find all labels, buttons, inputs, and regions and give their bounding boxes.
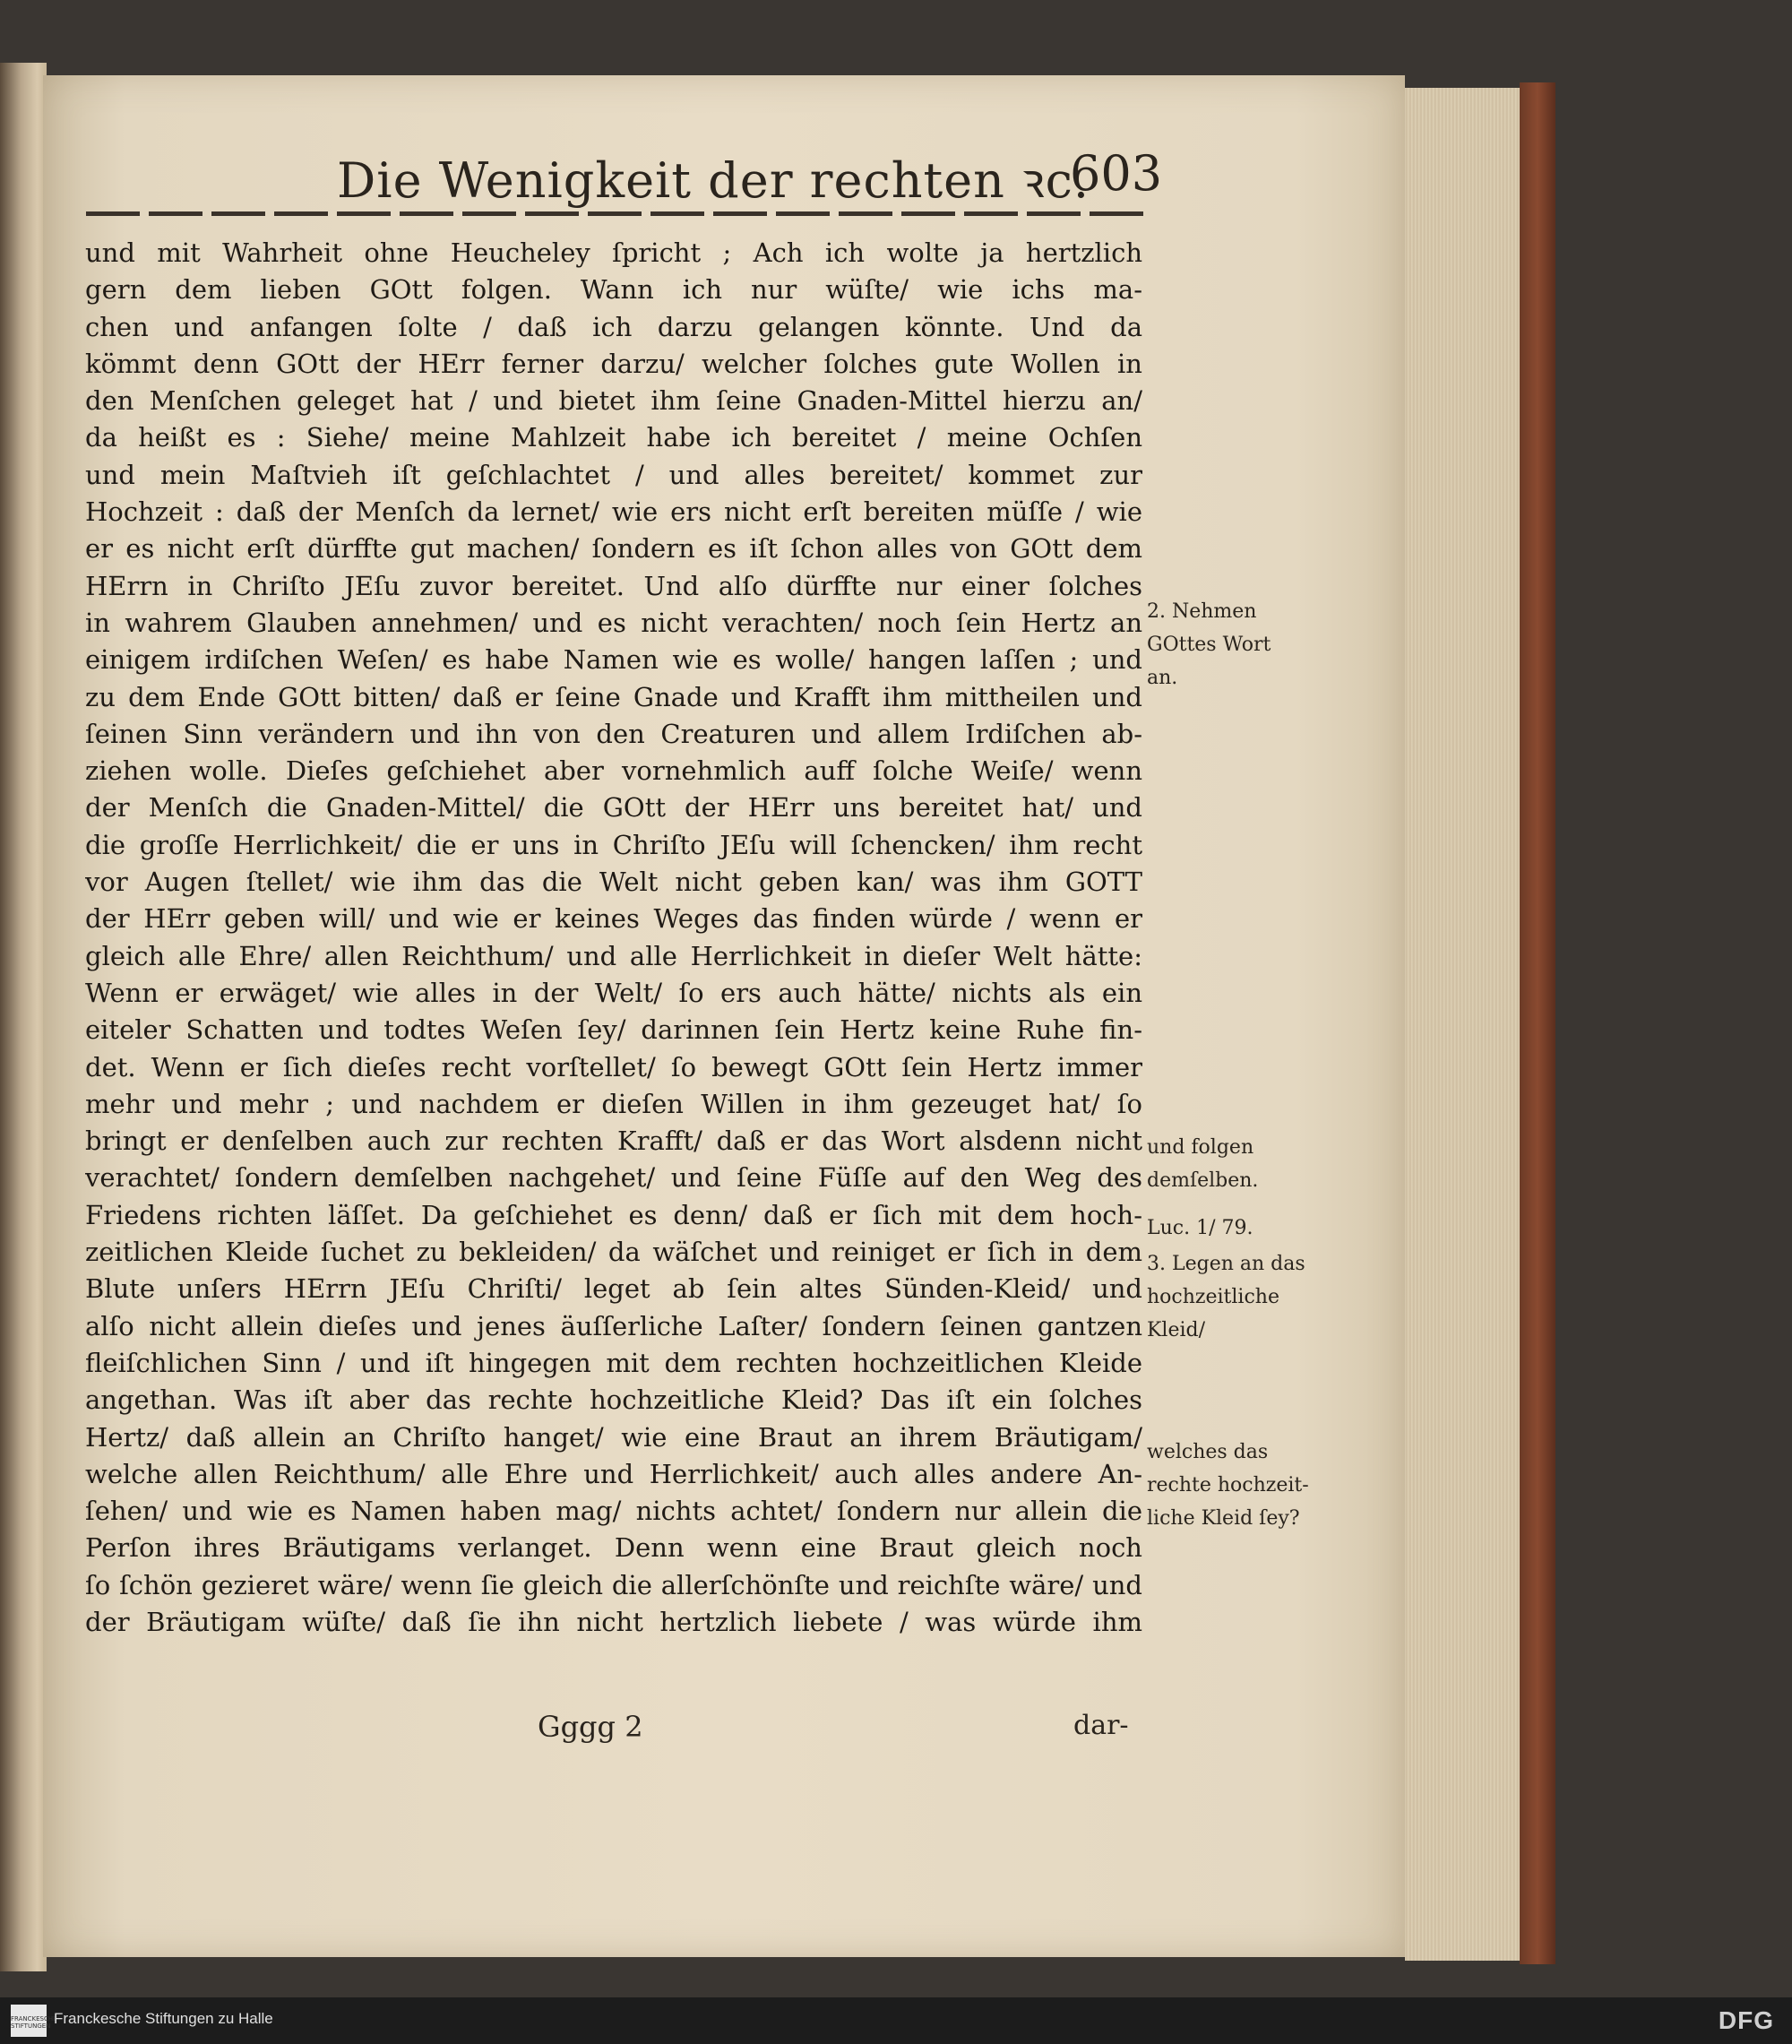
text-line: gern dem lieben GOtt folgen. Wann ich nur wüſte/ wie ichs ma- xyxy=(85,274,1142,306)
text-line: mehr und mehr ; und nachdem er dieſen Willen in ihm gezeuget hat/ ſo xyxy=(85,1088,1142,1119)
text-line: welche allen Reichthum/ alle Ehre und Herrlichkeit/ auch alles andere An- xyxy=(85,1458,1142,1489)
institution-name: Franckesche Stiftungen zu Halle xyxy=(54,2010,273,2027)
margin-note-line: 3. Legen an das xyxy=(1147,1253,1305,1275)
text-line: und mit Wahrheit ohne Heucheley ſpricht ; Ach ich wolte ja hertzlich xyxy=(85,237,1142,268)
page-fore-edge xyxy=(1405,88,1520,1961)
text-line: und mein Maſtvieh iſt geſchlachtet / und alles bereitet/ kommet zur xyxy=(85,459,1142,490)
text-line: Hertz/ daß allein an Chriſto hanget/ wie eine Braut an ihrem Bräutigam/ xyxy=(85,1421,1142,1453)
text-line: den Menſchen geleget hat / und bietet ihm ſeine Gnaden-Mittel hierzu an/ xyxy=(85,385,1142,417)
text-line: in wahrem Glauben annehmen/ und es nicht verachten/ noch ſein Hertz an xyxy=(85,607,1142,638)
dfg-logo: DFG xyxy=(1718,2006,1774,2034)
text-line: die groſſe Herrlichkeit/ die er uns in Chriſto JEſu will ſchencken/ ihm recht xyxy=(85,829,1142,860)
text-line: ziehen wolle. Dieſes geſchiehet aber vornehmlich auff ſolche Weiſe/ wenn xyxy=(85,755,1142,787)
text-line: fleiſchlichen Sinn / und iſt hingegen mit dem rechten hochzeitlichen Kleide xyxy=(85,1347,1142,1378)
margin-note-line: hochzeitliche xyxy=(1147,1286,1279,1308)
header-rule xyxy=(86,211,1143,216)
viewer-footer xyxy=(0,1997,1792,2044)
text-line: vor Augen ſtellet/ wie ihm das die Welt nicht geben kan/ was ihm GOTT xyxy=(85,867,1142,898)
text-line: gleich alle Ehre/ allen Reichthum/ und alle Herrlichkeit in dieſer Welt hätte: xyxy=(85,940,1142,971)
text-line: Blute unſers HErrn JEſu Chriſti/ leget ab ſein altes Sünden-Kleid/ und xyxy=(85,1273,1142,1305)
text-line: verachtet/ ſondern demſelben nachgehet/ und ſeine Füſſe auf den Weg des xyxy=(85,1162,1142,1194)
logo-text: FRANCKESCHE STIFTUNGEN xyxy=(11,2015,57,2030)
running-head: Die Wenigkeit der rechten ꝛc. xyxy=(337,152,1090,209)
book-cover-edge xyxy=(1520,82,1555,1964)
text-line: zeitlichen Kleide ſuchet zu bekleiden/ da wäſchet und reiniget er ſich in dem xyxy=(85,1237,1142,1268)
text-line: Wenn er erwäget/ wie alles in der Welt/ ſo ers auch hätte/ nichts als ein xyxy=(85,977,1142,1008)
text-line: der Menſch die Gnaden-Mittel/ die GOtt der HErr uns bereitet hat/ und xyxy=(85,792,1142,824)
institution-logo-icon xyxy=(11,2005,57,2037)
margin-note-line: 2. Nehmen xyxy=(1147,600,1257,623)
text-line: da heißt es : Siehe/ meine Mahlzeit habe ich bereitet / meine Ochſen xyxy=(85,422,1142,453)
margin-note xyxy=(1147,1131,1258,1197)
body-text xyxy=(85,235,1142,1641)
catchword: dar- xyxy=(1073,1710,1129,1741)
page-number: 603 xyxy=(1070,145,1163,202)
text-line: ſehen/ und wie es Namen haben mag/ nichts achtet/ ſondern nur allein die xyxy=(85,1496,1142,1527)
margin-note-line: welches das xyxy=(1147,1441,1269,1463)
text-line: zu dem Ende GOtt bitten/ daß er ſeine Gnade und Krafft ihm mittheilen und xyxy=(85,681,1142,712)
text-line: chen und anfangen ſolte / daß ich darzu gelangen könnte. Und da xyxy=(85,311,1142,342)
text-line: Perſon ihres Bräutigams verlanget. Denn wenn eine Braut gleich noch xyxy=(85,1532,1142,1564)
text-line: der Bräutigam wüſte/ daß ſie ihn nicht hertzlich liebete / was würde ihm xyxy=(85,1606,1142,1637)
text-line: HErrn in Chriſto JEſu zuvor bereitet. Und alſo dürffte nur einer ſolches xyxy=(85,570,1142,601)
text-line: angethan. Was iſt aber das rechte hochzeitliche Kleid? Das iſt ein ſolches xyxy=(85,1384,1142,1416)
margin-note xyxy=(1147,595,1271,694)
text-line: alſo nicht allein dieſes und jenes äuſſerliche Laſter/ ſondern ſeinen gantzen xyxy=(85,1310,1142,1341)
margin-note-line: GOttes Wort xyxy=(1147,634,1271,656)
text-line: ſo ſchön gezieret wäre/ wenn ſie gleich die allerſchönſte und reichſte wäre/ und xyxy=(85,1569,1142,1600)
text-line: eiteler Schatten und todtes Weſen ſey/ darinnen ſein Hertz keine Ruhe fin- xyxy=(85,1014,1142,1046)
margin-note xyxy=(1147,1247,1305,1347)
text-line: Friedens richten läſſet. Da geſchiehet es denn/ daß er ſich mit dem hoch- xyxy=(85,1199,1142,1230)
text-line: det. Wenn er ſich dieſes recht vorſtellet/ ſo bewegt GOtt ſein Hertz immer xyxy=(85,1051,1142,1082)
margin-note-line: rechte hochzeit- xyxy=(1147,1474,1309,1496)
margin-note-line: an. xyxy=(1147,667,1178,689)
text-line: Hochzeit : daß der Menſch da lernet/ wie ers nicht erſt bereiten müſſe / wie xyxy=(85,496,1142,528)
margin-note xyxy=(1147,1436,1309,1535)
margin-note xyxy=(1147,1212,1253,1245)
margin-note-line: und folgen xyxy=(1147,1136,1254,1159)
text-line: einigem irdiſchen Weſen/ es habe Namen wie es wolle/ hangen laſſen ; und xyxy=(85,644,1142,676)
margin-note-line: liche Kleid ſey? xyxy=(1147,1507,1300,1530)
text-line: der HErr geben will/ und wie er keines Weges das finden würde / wenn er xyxy=(85,903,1142,935)
text-line: ſeinen Sinn verändern und ihn von den Creaturen und allem Irdiſchen ab- xyxy=(85,718,1142,749)
margin-note-line: demſelben. xyxy=(1147,1169,1259,1192)
text-line: er es nicht erſt dürffte gut machen/ ſondern es iſt ſchon alles von GOtt dem xyxy=(85,533,1142,565)
left-page-edge xyxy=(0,63,47,1971)
margin-note-line: Kleid/ xyxy=(1147,1319,1206,1341)
margin-note-line: Luc. 1/ 79. xyxy=(1147,1217,1254,1239)
text-line: bringt er denſelben auch zur rechten Krafft/ daß er das Wort alsdenn nicht xyxy=(85,1125,1142,1157)
text-line: kömmt denn GOtt der HErr ferner darzu/ welcher ſolches gute Wollen in xyxy=(85,348,1142,379)
signature-mark: Gggg 2 xyxy=(538,1710,643,1744)
